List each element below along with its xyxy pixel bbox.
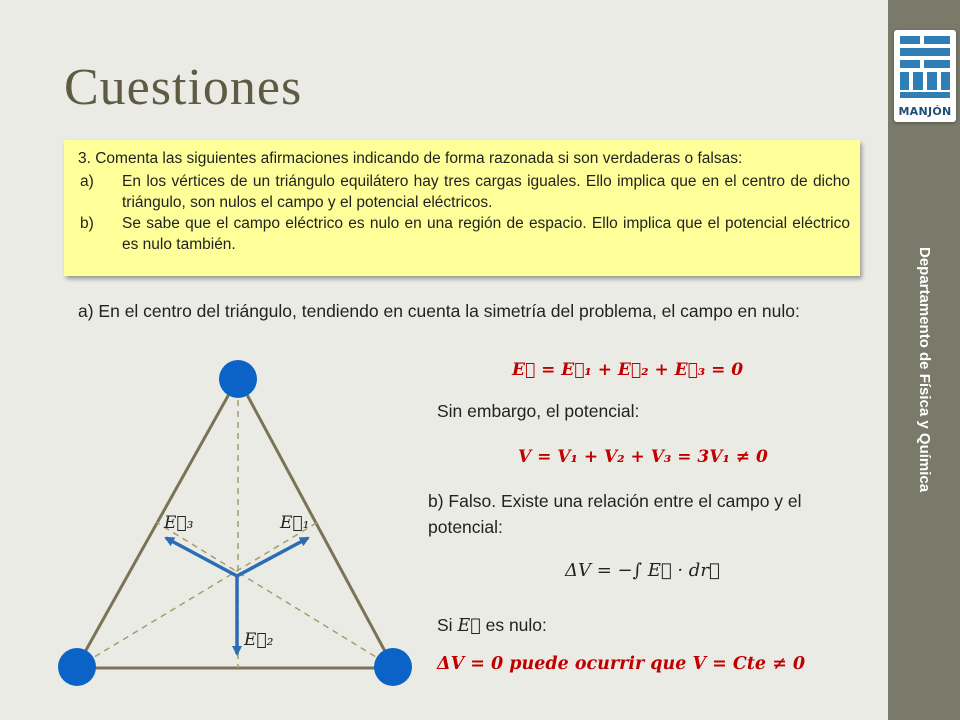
logo-text: MANJÓN	[898, 105, 952, 118]
logo	[894, 30, 956, 122]
potential-intro: Sin embargo, el potencial:	[437, 401, 640, 421]
charge-bottom-left	[58, 648, 96, 686]
charge-bottom-right	[374, 648, 412, 686]
page-title: Cuestiones	[64, 59, 303, 116]
potential-equation: V = V₁ + V₂ + V₃ = 3V₁ ≠ 0	[518, 447, 768, 467]
integral-equation: ΔV = −∫ E⃗ · dr⃗	[565, 560, 720, 581]
answer-b-text: b) Falso. Existe una relación entre el campo y el potencial:	[428, 491, 802, 537]
label-e1: E⃗₁	[280, 513, 310, 533]
answer-a-text: a) En el centro del triángulo, tendiendo en cuenta la simetría del problema, el campo en nulo:	[78, 301, 800, 321]
median-right	[156, 522, 394, 668]
question-intro: 3. Comenta las siguientes afirmaciones indicando de forma razonada si son verdaderas o falsas:	[78, 150, 743, 167]
item-label: b)	[80, 215, 94, 232]
label-e2: E⃗₂	[244, 630, 274, 650]
charge-top	[219, 360, 257, 398]
item-text: En los vértices de un triángulo equilátero hay tres cargas iguales. Ello implica que en el centro de dicho triángulo, son nulos el campo y el potencial eléctricos.	[122, 173, 850, 211]
item-label: a)	[80, 173, 94, 190]
vector-e1	[237, 538, 308, 576]
vector-e3	[166, 538, 237, 576]
label-e3: E⃗₃	[164, 513, 194, 533]
conclusion-equation: ΔV = 0 puede ocurrir que V = Cte ≠ 0	[437, 654, 806, 674]
null-symbol: E⃗	[457, 616, 481, 636]
median-left	[76, 522, 318, 668]
field-equation: E⃗ = E⃗₁ + E⃗₂ + E⃗₃ = 0	[512, 360, 744, 380]
department-label: Departamento de Física y Química	[916, 247, 933, 493]
null-prefix: Si	[437, 615, 453, 635]
null-suffix: es nulo:	[485, 615, 547, 635]
item-text: Se sabe que el campo eléctrico es nulo en una región de espacio. Ello implica que el potencial eléctrico es nulo también.	[122, 215, 850, 253]
